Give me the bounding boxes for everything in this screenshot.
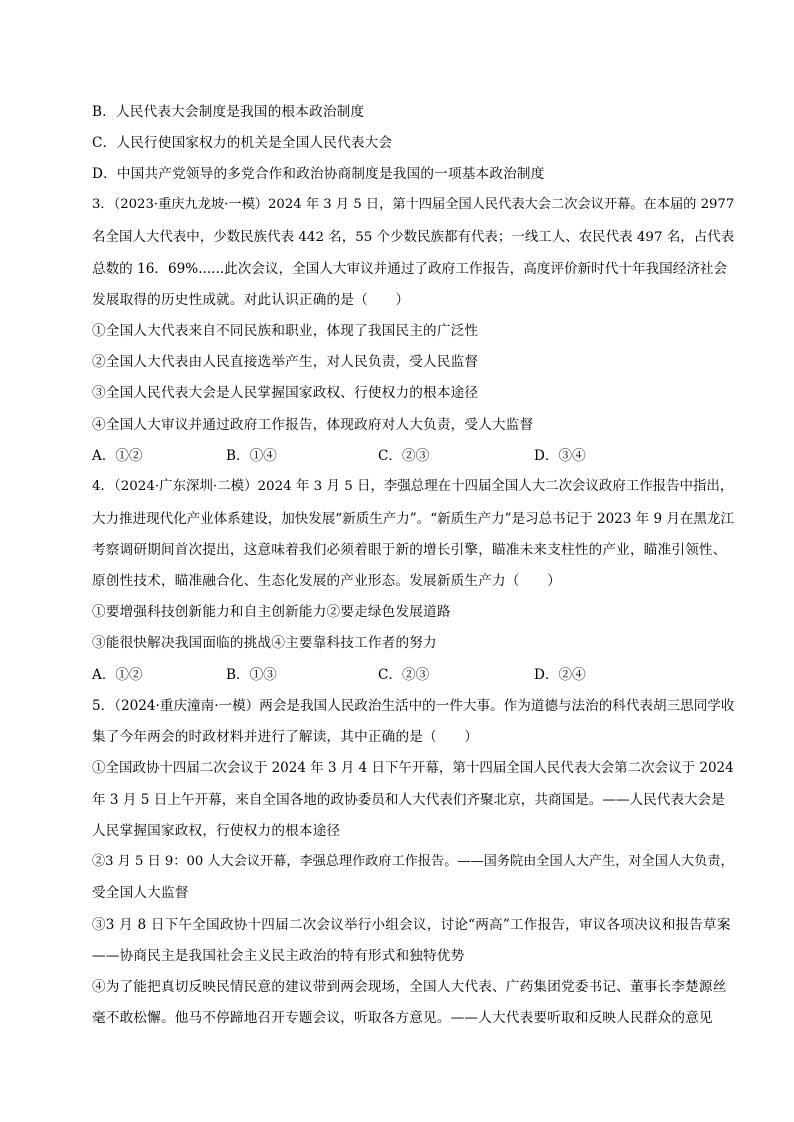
q5-stem-line: 5．（2024·重庆潼南·一模）两会是我国人民政治生活中的一件大事。作为道德与法治的科代表胡三思同学收 [92, 698, 735, 714]
q5-statement-line: 年 3 月 5 日上午开幕，来自全国各地的政协委员和人大代表们齐聚北京，共商国是。——人民代表大会是 [92, 792, 725, 808]
q4-choice-a: A．①② [92, 667, 143, 683]
q4-statement: ①要增强科技创新能力和自主创新能力②要走绿色发展道路 [92, 604, 451, 620]
q5-statement-line: ③3 月 8 日下午全国政协十四届二次会议举行小组会议，讨论“两高”工作报告，审议各项决议和报告草案 [92, 917, 731, 933]
q5-stem-line: 集了今年两会的时政材料并进行了解读，其中正确的是（ ） [92, 729, 479, 745]
option-b: B．人民代表大会制度是我国的根本政治制度 [92, 104, 365, 120]
q3-choice-c: C．②③ [378, 448, 430, 464]
q3-choice-d: D．③④ [534, 448, 586, 464]
q3-stem-line: 名全国人大代表中，少数民族代表 442 名，55 个少数民族都有代表；一线工人、农民代表 497 名，占代表 [92, 229, 735, 245]
option-d: D．中国共产党领导的多党合作和政治协商制度是我国的一项基本政治制度 [92, 166, 545, 182]
q5-statement-line: 人民掌握国家政权，行使权力的根本途径 [92, 823, 341, 839]
q3-statement: ②全国人大代表由人民直接选举产生，对人民负责，受人民监督 [92, 354, 479, 370]
q3-stem-line: 3．（2023·重庆九龙坡·一模）2024 年 3 月 5 日，第十四届全国人民代表大会二次会议开幕。在本届的 2977 [92, 197, 735, 212]
q4-choice-d: D．②④ [534, 667, 586, 683]
q3-choice-b: B．①④ [226, 448, 277, 464]
q4-stem-line: 大力推进现代化产业体系建设，加快发展“新质生产力”。“新质生产力”是习总书记于 2023 年 9 月在黑龙江 [92, 511, 734, 527]
q4-choice-c: C．②③ [378, 667, 430, 683]
q3-stem-line: 总数的 16．69%......此次会议，全国人大审议并通过了政府工作报告，高度评价新时代十年我国经济社会 [92, 261, 728, 277]
q3-choice-a: A．①② [92, 448, 143, 464]
q4-stem-line: 4．（2024·广东深圳·二模）2024 年 3 月 5 日，李强总理在十四届全国人大二次会议政府工作报告中指出， [92, 479, 734, 494]
q3-statement: ③全国人民代表大会是人民掌握国家政权、行使权力的根本途径 [92, 385, 479, 401]
q5-statement-line: ——协商民主是我国社会主义民主政治的特有形式和独特优势 [92, 948, 465, 964]
q3-stem-line: 发展取得的历史性成就。对此认识正确的是（ ） [92, 292, 410, 308]
q4-choice-b: B．①③ [226, 667, 277, 683]
q5-statement-line: ①全国政协十四届二次会议于 2024 年 3 月 4 日下午开幕，第十四届全国人民代表大会第二次会议于 2024 [92, 760, 734, 776]
q3-statement: ④全国人大审议并通过政府工作报告，体现政府对人大负责，受人大监督 [92, 417, 534, 433]
q5-statement-line: 受全国人大监督 [92, 885, 189, 901]
q5-statement-line: ④为了能把真切反映民情民意的建议带到两会现场，全国人大代表、广药集团党委书记、董事长李楚源丝 [92, 979, 727, 995]
q5-statement-line: 毫不敢松懈。他马不停蹄地召开专题会议，听取各方意见。——人大代表要听取和反映人民群众的意见 [92, 1010, 713, 1026]
q3-statement: ①全国人大代表来自不同民族和职业，体现了我国民主的广泛性 [92, 323, 479, 339]
q3-choices [92, 447, 652, 465]
q4-stem-line: 考察调研期间首次提出，这意味着我们必须着眼于新的增长引擎，瞄准未来支柱性的产业，瞄准引领性、 [92, 542, 727, 558]
q4-statement: ③能很快解决我国面临的挑战④主要靠科技工作者的努力 [92, 635, 437, 651]
q5-statement-line: ②3 月 5 日 9：00 人大会议开幕，李强总理作政府工作报告。——国务院由全国人大产生，对全国人大负责， [92, 854, 734, 869]
q4-choices [92, 666, 652, 684]
q4-stem-line: 原创性技术，瞄准融合化、生态化发展的产业形态。发展新质生产力（ ） [92, 573, 561, 589]
option-c: C．人民行使国家权力的机关是全国人民代表大会 [92, 135, 393, 151]
